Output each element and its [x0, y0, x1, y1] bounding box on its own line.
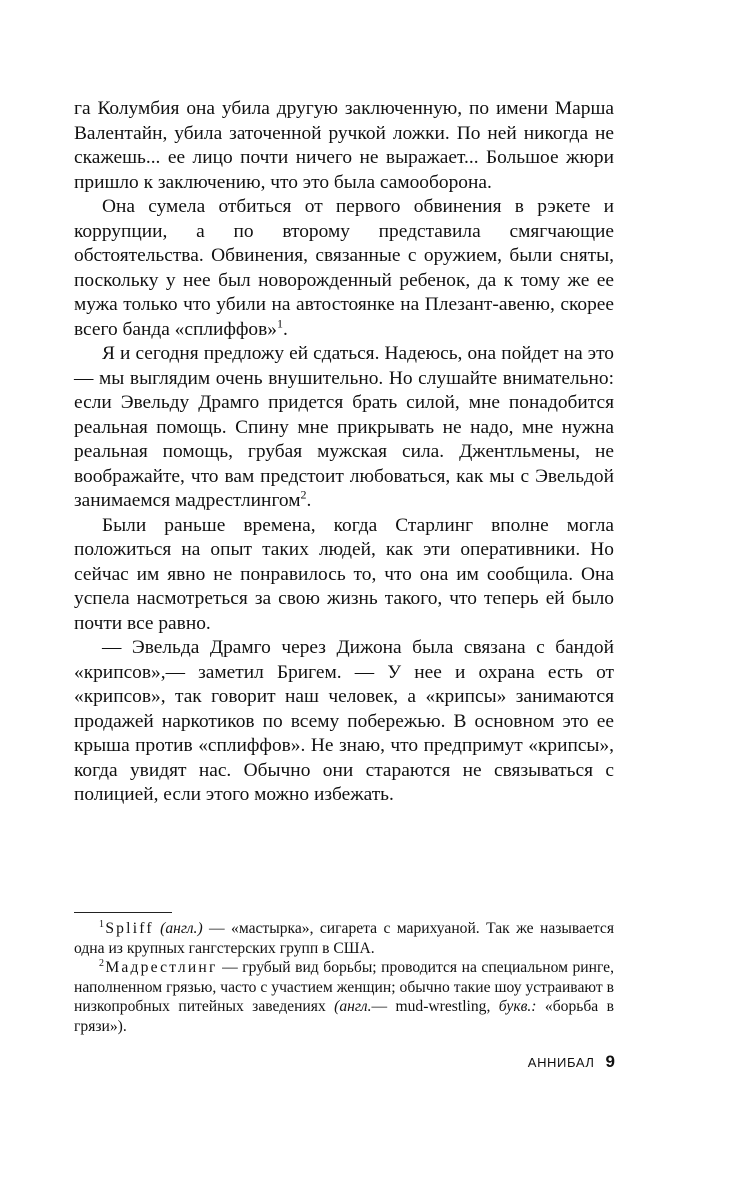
- footnotes: [74, 919, 614, 1037]
- paragraph-4-text: Были раньше времена, когда Старлинг вполне могла положиться на опыт таких людей, как эти оперативники. Но сейчас им явно не понравилось то, что она им сообщила. Она успела насмотреться за свою жизнь такого, что теперь ей было почти все равно.: [74, 514, 614, 634]
- running-head: АННИБАЛ: [527, 1055, 595, 1070]
- footnote-1-number: 1: [99, 918, 104, 930]
- footnote-2-number: 2: [99, 958, 104, 969]
- paragraph-1: [74, 97, 614, 195]
- paragraph-2-text: Она сумела отбиться от первого обвинения в рэкете и коррупции, а по второму представила смягчающие обстоятельства. Обвинения, связанные с оружием, были сняты, поскольку у нее был новорожденный ребенок, да к тому же ее мужа только что убили на автостоянке на Плезант-авеню, скорее всего банда «сплиффов»: [74, 196, 614, 340]
- book-page-body: [74, 97, 614, 808]
- page-footer: [528, 1052, 615, 1072]
- paragraph-2: [74, 195, 614, 342]
- paragraph-1-text: га Колумбия она убила другую заключенную, по имени Марша Валентайн, убила заточенной ручкой ложки. По ней никогда не скажешь... ее лицо почти ничего не выражает... Большое жюри пришло к заключению, что это была самооборона.: [74, 98, 614, 193]
- page-number: 9: [605, 1052, 615, 1071]
- footnote-divider: [74, 912, 172, 913]
- paragraph-3: [74, 342, 614, 514]
- paragraph-2-tail: .: [282, 318, 288, 340]
- footnote-2-text-a: — грубый вид борьбы; проводится на специальном ринге, наполненном грязью, часто с участием женщин; обычно такие шоу устраивают в низкопробных питейных заведениях: [74, 959, 614, 1016]
- paragraph-3-text: Я и сегодня предложу ей сдаться. Надеюсь, она пойдет на это — мы выглядим очень внушительно. Но слушайте внимательно: если Эвельду Драмго придется брать силой, мне понадобится реальная помощь. Спину мне прикрывать не надо, мне нужна реальная помощь, грубая мужская сила. Джентльмены, не воображайте, что вам предстоит любоваться, как мы с Эвельдой занимаемся мадрестлингом: [74, 343, 614, 511]
- footnote-1-text: — «мастырка», сигарета с марихуаной. Так же называется одна из крупных гангстерских групп в США.: [74, 920, 614, 957]
- footnote-2: [74, 958, 614, 1036]
- footnote-ref-1: 1: [276, 316, 283, 331]
- footnote-1-term: Spliff: [105, 920, 154, 937]
- footnote-1: [74, 919, 614, 958]
- paragraph-4: [74, 514, 614, 637]
- paragraph-5-text: — Эвельда Драмго через Дижона была связана с бандой «крипсов»,— заметил Бригем. — У нее и охрана есть от «крипсов», так говорит наш человек, а «крипсы» занимаются продажей наркотиков по всему побережью. В основном это ее крыша против «сплиффов». Не знаю, что предпримут «крипсы», когда увидят нас. Обычно они стараются не связываться с полицией, если этого можно избежать.: [74, 637, 614, 805]
- footnote-2-text-b: — mud-wrestling,: [371, 998, 499, 1016]
- footnote-2-text-c: «борьба в грязи»).: [74, 998, 615, 1035]
- footnote-2-lang: (англ.: [334, 998, 372, 1016]
- paragraph-3-tail: .: [306, 490, 312, 511]
- footnote-ref-2: 2: [300, 487, 307, 502]
- paragraph-5: [74, 636, 614, 808]
- footnote-1-lang: (англ.): [160, 920, 203, 937]
- footnote-2-lit: букв.:: [498, 998, 537, 1016]
- footnote-2-term: Мадрестлинг: [105, 959, 218, 977]
